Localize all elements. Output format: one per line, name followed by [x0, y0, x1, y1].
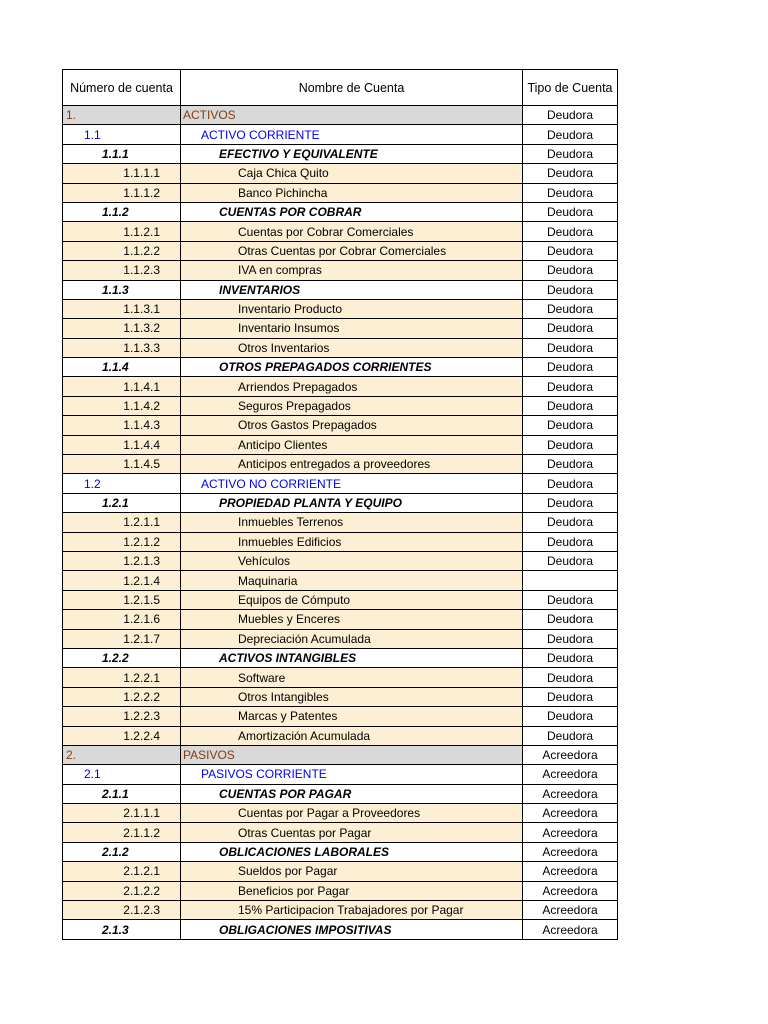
account-type: Deudora	[523, 610, 618, 629]
account-name: Caja Chica Quito	[181, 164, 523, 183]
account-type: Deudora	[523, 493, 618, 512]
account-name: EFECTIVO Y EQUIVALENTE	[181, 144, 523, 163]
account-name: Depreciación Acumulada	[181, 629, 523, 648]
table-row	[63, 687, 618, 706]
account-type: Acreedora	[523, 862, 618, 881]
table-row	[63, 784, 618, 803]
table-body	[63, 106, 618, 940]
account-name: INVENTARIOS	[181, 280, 523, 299]
account-type	[523, 571, 618, 590]
table-row	[63, 396, 618, 415]
account-type: Acreedora	[523, 881, 618, 900]
account-type: Acreedora	[523, 920, 618, 939]
account-type: Deudora	[523, 338, 618, 357]
table-row	[63, 629, 618, 648]
table-row	[63, 261, 618, 280]
table-row	[63, 765, 618, 784]
table-row	[63, 823, 618, 842]
account-number: 1.2.1	[63, 493, 181, 512]
account-name: Beneficios por Pagar	[181, 881, 523, 900]
account-name: Otras Cuentas por Cobrar Comerciales	[181, 241, 523, 260]
table-row	[63, 455, 618, 474]
account-number: 1.1.4.1	[63, 377, 181, 396]
account-name: Anticipos entregados a proveedores	[181, 455, 523, 474]
account-number: 1.2.1.1	[63, 513, 181, 532]
account-type: Deudora	[523, 687, 618, 706]
account-number: 1.1.3.2	[63, 319, 181, 338]
account-number: 1.1.2.1	[63, 222, 181, 241]
account-number: 1.1.3.1	[63, 299, 181, 318]
account-number: 1.1.1.2	[63, 183, 181, 202]
account-name: PASIVOS CORRIENTE	[181, 765, 523, 784]
table-row	[63, 493, 618, 512]
account-number: 1.1.4.5	[63, 455, 181, 474]
account-number: 1.1.4.2	[63, 396, 181, 415]
table-row	[63, 202, 618, 221]
account-number: 1.1.2.3	[63, 261, 181, 280]
account-name: 15% Participacion Trabajadores por Pagar	[181, 901, 523, 920]
table-row	[63, 590, 618, 609]
account-type: Acreedora	[523, 823, 618, 842]
account-name: Inventario Insumos	[181, 319, 523, 338]
account-name: ACTIVOS INTANGIBLES	[181, 648, 523, 667]
account-number: 1.	[63, 106, 181, 125]
account-name: ACTIVO NO CORRIENTE	[181, 474, 523, 493]
account-type: Deudora	[523, 106, 618, 125]
table-row	[63, 513, 618, 532]
account-type: Deudora	[523, 299, 618, 318]
account-type: Acreedora	[523, 842, 618, 861]
account-name: Cuentas por Cobrar Comerciales	[181, 222, 523, 241]
account-type: Deudora	[523, 551, 618, 570]
account-number: 1.2.1.3	[63, 551, 181, 570]
account-number: 1.2.1.6	[63, 610, 181, 629]
account-name: OBLIGACIONES IMPOSITIVAS	[181, 920, 523, 939]
table-row	[63, 241, 618, 260]
account-name: Maquinaria	[181, 571, 523, 590]
account-type: Deudora	[523, 629, 618, 648]
account-type: Deudora	[523, 202, 618, 221]
account-number: 1.2.1.4	[63, 571, 181, 590]
account-number: 2.1.2	[63, 842, 181, 861]
account-number: 2.1.1.1	[63, 804, 181, 823]
account-number: 1.1.1	[63, 144, 181, 163]
account-number: 1.1	[63, 125, 181, 144]
table-row	[63, 106, 618, 125]
table-row	[63, 222, 618, 241]
account-name: PASIVOS	[181, 745, 523, 764]
table-row	[63, 745, 618, 764]
account-name: Equipos de Cómputo	[181, 590, 523, 609]
account-name: Anticipo Clientes	[181, 435, 523, 454]
account-type: Deudora	[523, 144, 618, 163]
account-number: 1.1.4.3	[63, 416, 181, 435]
account-name: Inventario Producto	[181, 299, 523, 318]
account-number: 1.2.2.4	[63, 726, 181, 745]
account-type: Deudora	[523, 222, 618, 241]
table-row	[63, 804, 618, 823]
account-number: 1.2	[63, 474, 181, 493]
account-number: 2.	[63, 745, 181, 764]
account-type: Deudora	[523, 532, 618, 551]
account-number: 2.1.2.3	[63, 901, 181, 920]
account-name: Otros Intangibles	[181, 687, 523, 706]
account-type: Acreedora	[523, 745, 618, 764]
account-number: 1.2.2.2	[63, 687, 181, 706]
account-number: 1.2.1.7	[63, 629, 181, 648]
account-number: 1.2.1.2	[63, 532, 181, 551]
table-row	[63, 920, 618, 939]
table-row	[63, 571, 618, 590]
account-number: 1.1.4	[63, 358, 181, 377]
table-row	[63, 532, 618, 551]
account-name: Inmuebles Terrenos	[181, 513, 523, 532]
account-number: 1.1.3	[63, 280, 181, 299]
table-row	[63, 338, 618, 357]
table-row	[63, 183, 618, 202]
account-type: Deudora	[523, 668, 618, 687]
table-row	[63, 901, 618, 920]
account-type: Deudora	[523, 319, 618, 338]
account-type: Deudora	[523, 707, 618, 726]
chart-of-accounts-table	[62, 69, 618, 940]
table-row	[63, 551, 618, 570]
table-row	[63, 610, 618, 629]
account-name: Otros Inventarios	[181, 338, 523, 357]
table-row	[63, 726, 618, 745]
table-row	[63, 881, 618, 900]
account-type: Acreedora	[523, 784, 618, 803]
account-type: Deudora	[523, 455, 618, 474]
table-row	[63, 707, 618, 726]
account-name: OTROS PREPAGADOS CORRIENTES	[181, 358, 523, 377]
table-row	[63, 668, 618, 687]
account-name: ACTIVOS	[181, 106, 523, 125]
table-row	[63, 358, 618, 377]
account-type: Deudora	[523, 648, 618, 667]
account-name: Banco Pichincha	[181, 183, 523, 202]
account-number: 2.1.1.2	[63, 823, 181, 842]
account-name: Cuentas por Pagar a Proveedores	[181, 804, 523, 823]
account-type: Deudora	[523, 513, 618, 532]
table-row	[63, 125, 618, 144]
table-row	[63, 299, 618, 318]
header-tipo-cuenta: Tipo de Cuenta	[523, 70, 618, 106]
account-type: Deudora	[523, 125, 618, 144]
account-number: 1.1.1.1	[63, 164, 181, 183]
account-name: Otros Gastos Prepagados	[181, 416, 523, 435]
account-number: 2.1	[63, 765, 181, 784]
account-number: 2.1.2.1	[63, 862, 181, 881]
table-row	[63, 474, 618, 493]
account-name: CUENTAS POR COBRAR	[181, 202, 523, 221]
account-name: Sueldos por Pagar	[181, 862, 523, 881]
account-type: Deudora	[523, 377, 618, 396]
account-number: 2.1.3	[63, 920, 181, 939]
account-number: 1.2.2	[63, 648, 181, 667]
account-number: 1.2.2.1	[63, 668, 181, 687]
account-name: CUENTAS POR PAGAR	[181, 784, 523, 803]
account-number: 1.1.3.3	[63, 338, 181, 357]
account-name: Muebles y Enceres	[181, 610, 523, 629]
account-name: Otras Cuentas por Pagar	[181, 823, 523, 842]
table-row	[63, 164, 618, 183]
account-name: Arriendos Prepagados	[181, 377, 523, 396]
account-type: Acreedora	[523, 901, 618, 920]
header-nombre-cuenta: Nombre de Cuenta	[181, 70, 523, 106]
account-type: Deudora	[523, 241, 618, 260]
account-type: Acreedora	[523, 765, 618, 784]
account-name: Software	[181, 668, 523, 687]
account-type: Deudora	[523, 435, 618, 454]
table-row	[63, 416, 618, 435]
account-number: 1.1.2.2	[63, 241, 181, 260]
account-name: Marcas y Patentes	[181, 707, 523, 726]
account-type: Deudora	[523, 590, 618, 609]
account-number: 1.1.2	[63, 202, 181, 221]
account-type: Deudora	[523, 183, 618, 202]
account-name: Amortización Acumulada	[181, 726, 523, 745]
account-number: 2.1.2.2	[63, 881, 181, 900]
account-name: PROPIEDAD PLANTA Y EQUIPO	[181, 493, 523, 512]
account-type: Deudora	[523, 726, 618, 745]
account-name: IVA en compras	[181, 261, 523, 280]
account-name: OBLICACIONES LABORALES	[181, 842, 523, 861]
account-type: Deudora	[523, 396, 618, 415]
account-number: 1.2.2.3	[63, 707, 181, 726]
account-name: ACTIVO CORRIENTE	[181, 125, 523, 144]
account-name: Inmuebles Edificios	[181, 532, 523, 551]
table-row	[63, 280, 618, 299]
table-row	[63, 144, 618, 163]
header-row	[63, 70, 618, 106]
table-row	[63, 319, 618, 338]
account-number: 1.2.1.5	[63, 590, 181, 609]
account-number: 2.1.1	[63, 784, 181, 803]
account-type: Deudora	[523, 261, 618, 280]
account-type: Deudora	[523, 416, 618, 435]
table-row	[63, 862, 618, 881]
account-type: Deudora	[523, 164, 618, 183]
table-row	[63, 842, 618, 861]
table-row	[63, 435, 618, 454]
account-type: Deudora	[523, 280, 618, 299]
table-row	[63, 377, 618, 396]
header-numero-cuenta: Número de cuenta	[63, 70, 181, 106]
account-type: Deudora	[523, 358, 618, 377]
account-name: Vehículos	[181, 551, 523, 570]
account-type: Deudora	[523, 474, 618, 493]
account-name: Seguros Prepagados	[181, 396, 523, 415]
table-row	[63, 648, 618, 667]
account-type: Acreedora	[523, 804, 618, 823]
account-number: 1.1.4.4	[63, 435, 181, 454]
